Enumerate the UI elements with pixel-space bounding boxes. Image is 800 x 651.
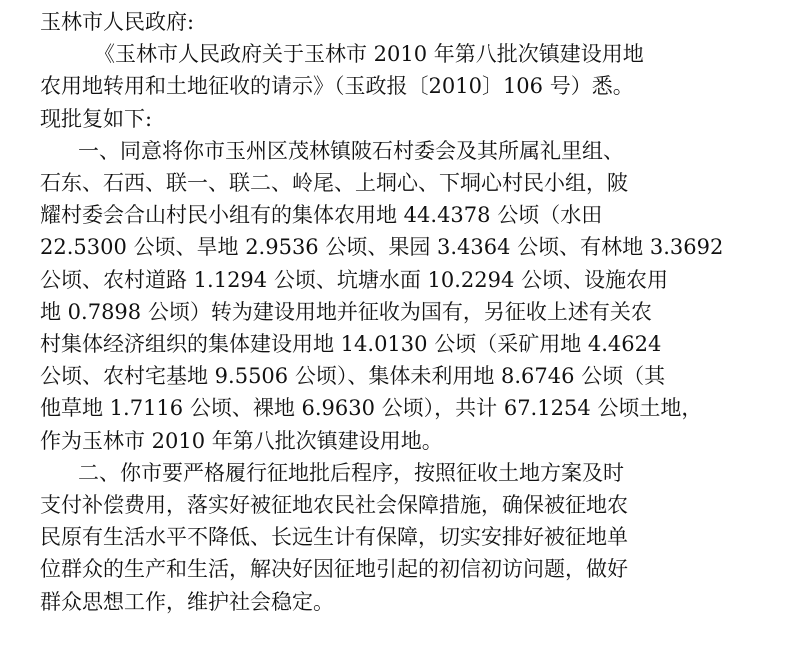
document-line: 《玉林市人民政府关于玉林市 2010 年第八批次镇建设用地	[94, 42, 644, 67]
document-line: 公顷、农村道路 1.1294 公顷、坑塘水面 10.2294 公顷、设施农用	[40, 267, 669, 292]
document-line: 民原有生活水平不降低、长远生计有保障，切实安排好被征地单	[40, 525, 628, 550]
document-line: 农用地转用和土地征收的请示》（玉政报〔2010〕106 号）悉。	[40, 74, 634, 99]
document-line: 22.5300 公顷、旱地 2.9536 公顷、果园 3.4364 公顷、有林地 3.3692	[40, 235, 724, 260]
document-line: 石东、石西、联一、联二、岭尾、上垌心、下垌心村民小组，陂	[40, 171, 628, 196]
document-line: 他草地 1.7116 公顷、裸地 6.9630 公顷），共计 67.1254 公顷土地，	[40, 396, 703, 421]
document-line: 村集体经济组织的集体建设用地 14.0130 公顷（采矿用地 4.4624	[40, 332, 662, 357]
document-line: 一、同意将你市玉州区茂林镇陂石村委会及其所属礼里组、	[78, 138, 624, 163]
document-line: 群众思想工作，维护社会稳定。	[40, 589, 334, 614]
document-line: 地 0.7898 公顷）转为建设用地并征收为国有，另征收上述有关农	[40, 299, 652, 324]
addressee: 玉林市人民政府:	[40, 10, 195, 34]
document-line: 耀村委会合山村民小组有的集体农用地 44.4378 公顷（水田	[40, 203, 603, 228]
document-line: 公顷、农村宅基地 9.5506 公顷）、集体未利用地 8.6746 公顷（其	[40, 364, 666, 389]
document-line: 位群众的生产和生活，解决好因征地引起的初信初访问题，做好	[40, 557, 628, 582]
document-line: 支付补偿费用，落实好被征地农民社会保障措施，确保被征地农	[40, 493, 628, 518]
document-line: 现批复如下:	[40, 106, 153, 131]
document-line: 二、你市要严格履行征地批后程序，按照征收土地方案及时	[78, 460, 624, 485]
document-line: 作为玉林市 2010 年第八批次镇建设用地。	[40, 428, 443, 453]
